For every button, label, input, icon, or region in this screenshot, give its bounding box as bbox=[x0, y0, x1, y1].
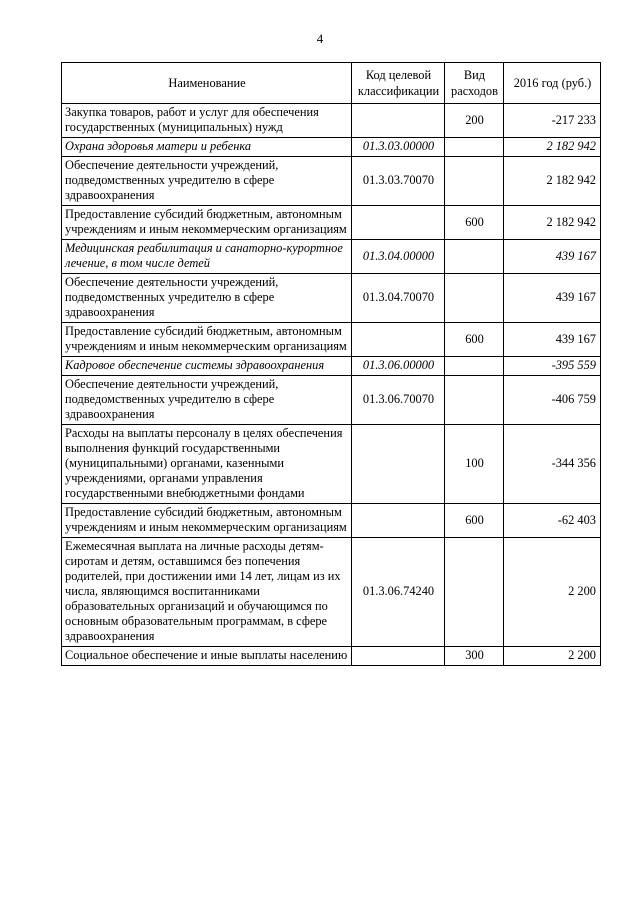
table-row bbox=[62, 425, 601, 504]
cell-kind bbox=[445, 376, 504, 425]
cell-amount: -344 356 bbox=[504, 425, 601, 504]
cell-kind bbox=[445, 240, 504, 274]
cell-kind: 300 bbox=[445, 647, 504, 666]
cell-amount: 439 167 bbox=[504, 323, 601, 357]
cell-name: Закупка товаров, работ и услуг для обеспечения государственных (муниципальных) нужд bbox=[62, 104, 352, 138]
cell-amount: 439 167 bbox=[504, 240, 601, 274]
cell-kind: 200 bbox=[445, 104, 504, 138]
table-row bbox=[62, 157, 601, 206]
cell-name: Социальное обеспечение и иные выплаты населению bbox=[62, 647, 352, 666]
cell-code bbox=[352, 504, 445, 538]
table-row bbox=[62, 504, 601, 538]
cell-kind bbox=[445, 138, 504, 157]
cell-kind bbox=[445, 357, 504, 376]
cell-kind: 600 bbox=[445, 206, 504, 240]
cell-code: 01.3.04.70070 bbox=[352, 274, 445, 323]
header-amount: 2016 год (руб.) bbox=[504, 63, 601, 104]
cell-amount: -62 403 bbox=[504, 504, 601, 538]
cell-kind: 600 bbox=[445, 323, 504, 357]
cell-amount: 2 182 942 bbox=[504, 157, 601, 206]
cell-kind bbox=[445, 538, 504, 647]
cell-amount: 2 200 bbox=[504, 538, 601, 647]
cell-name: Кадровое обеспечение системы здравоохранения bbox=[62, 357, 352, 376]
header-kind: Вид расходов bbox=[445, 63, 504, 104]
table-row bbox=[62, 323, 601, 357]
table-row bbox=[62, 357, 601, 376]
cell-name: Предоставление субсидий бюджетным, автономным учреждениям и иным некоммерческим организациям bbox=[62, 323, 352, 357]
cell-code: 01.3.04.00000 bbox=[352, 240, 445, 274]
cell-name: Предоставление субсидий бюджетным, автономным учреждениям и иным некоммерческим организациям bbox=[62, 206, 352, 240]
cell-amount: -217 233 bbox=[504, 104, 601, 138]
cell-code bbox=[352, 323, 445, 357]
cell-code bbox=[352, 425, 445, 504]
table-row bbox=[62, 138, 601, 157]
cell-kind: 600 bbox=[445, 504, 504, 538]
cell-name: Предоставление субсидий бюджетным, автономным учреждениям и иным некоммерческим организациям bbox=[62, 504, 352, 538]
cell-name: Обеспечение деятельности учреждений, подведомственных учредителю в сфере здравоохранения bbox=[62, 376, 352, 425]
cell-name: Обеспечение деятельности учреждений, подведомственных учредителю в сфере здравоохранения bbox=[62, 274, 352, 323]
table-row bbox=[62, 647, 601, 666]
cell-code bbox=[352, 647, 445, 666]
table-row bbox=[62, 376, 601, 425]
cell-code bbox=[352, 206, 445, 240]
cell-name: Медицинская реабилитация и санаторно-курортное лечение, в том числе детей bbox=[62, 240, 352, 274]
cell-kind: 100 bbox=[445, 425, 504, 504]
cell-code: 01.3.03.00000 bbox=[352, 138, 445, 157]
cell-amount: 439 167 bbox=[504, 274, 601, 323]
cell-name: Обеспечение деятельности учреждений, подведомственных учредителю в сфере здравоохранения bbox=[62, 157, 352, 206]
cell-code: 01.3.03.70070 bbox=[352, 157, 445, 206]
cell-amount: 2 182 942 bbox=[504, 206, 601, 240]
table-row bbox=[62, 274, 601, 323]
cell-code bbox=[352, 104, 445, 138]
cell-amount: 2 182 942 bbox=[504, 138, 601, 157]
cell-code: 01.3.06.74240 bbox=[352, 538, 445, 647]
table-row bbox=[62, 206, 601, 240]
table-header-row bbox=[62, 63, 601, 104]
table-row bbox=[62, 104, 601, 138]
cell-kind bbox=[445, 157, 504, 206]
header-name: Наименование bbox=[62, 63, 352, 104]
page-number: 4 bbox=[316, 31, 324, 46]
cell-amount: -395 559 bbox=[504, 357, 601, 376]
table-row bbox=[62, 240, 601, 274]
table-row bbox=[62, 538, 601, 647]
cell-name: Ежемесячная выплата на личные расходы детям-сиротам и детям, оставшимся без попечения родителей, при достижении ими 14 лет, лицам из их числа, являющимся воспитанниками образовательных организаций и обучающимся по основным образовательным программам, в сфере здравоохранения bbox=[62, 538, 352, 647]
cell-name: Охрана здоровья матери и ребенка bbox=[62, 138, 352, 157]
cell-name: Расходы на выплаты персоналу в целях обеспечения выполнения функций государственными (муниципальными) органами, казенными учреждениями, органами управления государственными внебюджетными фондами bbox=[62, 425, 352, 504]
header-code: Код целевой классификации bbox=[352, 63, 445, 104]
cell-amount: 2 200 bbox=[504, 647, 601, 666]
cell-code: 01.3.06.00000 bbox=[352, 357, 445, 376]
cell-kind bbox=[445, 274, 504, 323]
budget-table bbox=[61, 62, 601, 666]
cell-code: 01.3.06.70070 bbox=[352, 376, 445, 425]
cell-amount: -406 759 bbox=[504, 376, 601, 425]
